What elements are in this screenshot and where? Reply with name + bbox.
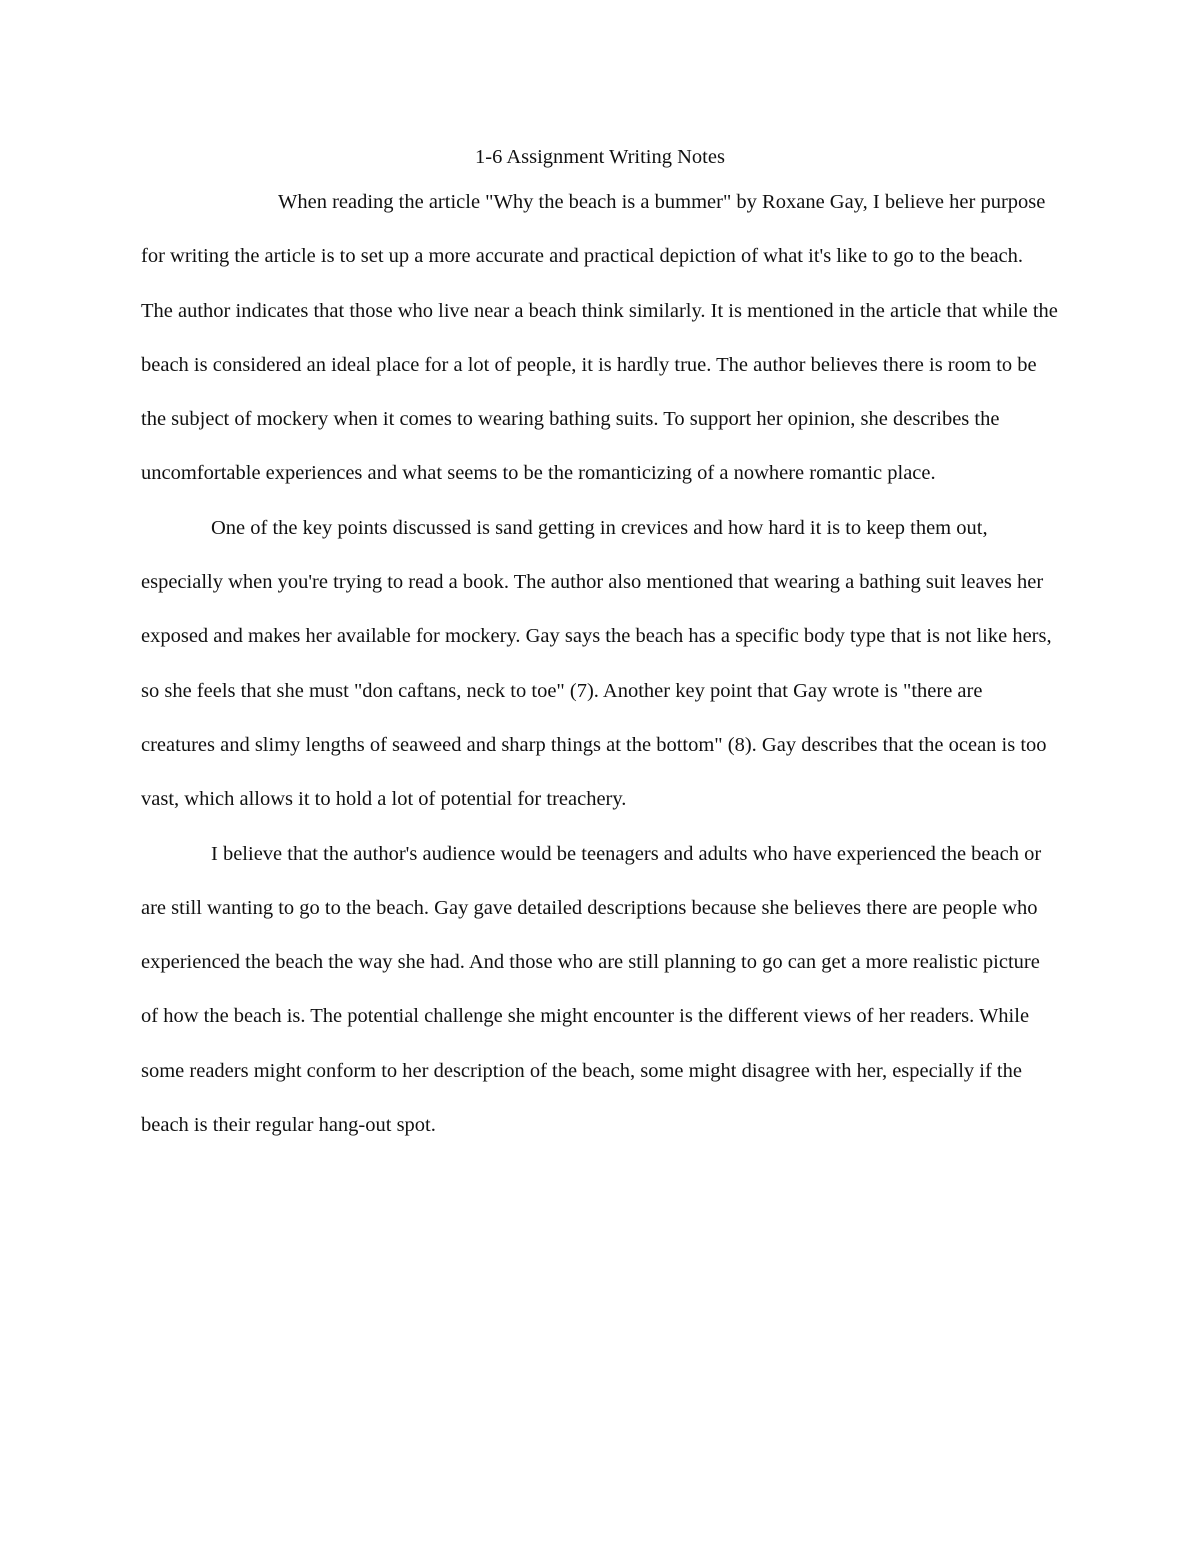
paragraph-audience: I believe that the author's audience would be teenagers and adults who have experienced the beach or are still wanting to go to the beach. Gay gave detailed descriptions because she believes there are people who experienced the beach the way she had. And those who are still planning to go can get a more realistic picture of how the beach is. The potential challenge she might encounter is the different views of her readers. While some readers might conform to her description of the beach, some might disagree with her, especially if the beach is their regular hang-out spot. [141,842,1042,1137]
document-body [141,138,1059,1152]
paragraph-key-points: One of the key points discussed is sand getting in crevices and how hard it is to keep them out, especially when you're trying to read a book. The author also mentioned that wearing a bathing suit leaves her exposed and makes her available for mockery. Gay says the beach has a specific body type that is not like hers, so she feels that she must "don caftans, neck to toe" (7). Another key point that Gay wrote is "there are creatures and slimy lengths of seaweed and sharp things at the bottom" (8). Gay describes that the ocean is too vast, which allows it to hold a lot of potential for treachery. [141,516,1052,811]
document-title: 1-6 Assignment Writing Notes [475,146,725,168]
paragraph-purpose: When reading the article "Why the beach is a bummer" by Roxane Gay, I believe her purpose for writing the article is to set up a more accurate and practical depiction of what it's like to go to the beach. The author indicates that those who live near a beach think similarly. It is mentioned in the article that while the beach is considered an ideal place for a lot of people, it is hardly true. The author believes there is room to be the subject of mockery when it comes to wearing bathing suits. To support her opinion, she describes the uncomfortable experiences and what seems to be the romanticizing of a nowhere romantic place. [141,191,1058,485]
